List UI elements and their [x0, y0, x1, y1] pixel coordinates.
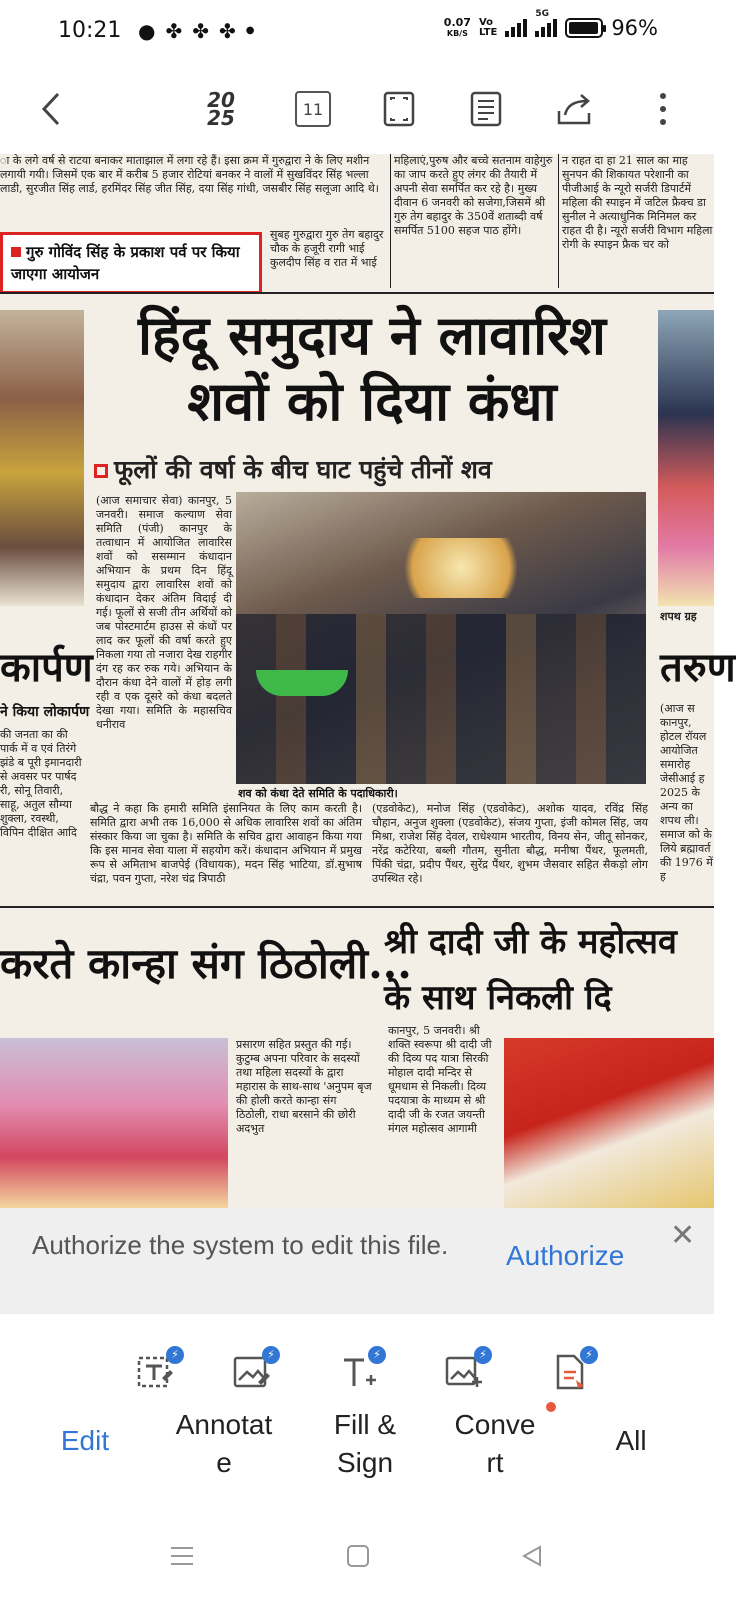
photo-flowers — [386, 538, 536, 598]
share-button[interactable] — [550, 84, 600, 134]
top-col4-article: न राहत दा हा 21 साल का माह सुनपन की शिकायत परेशानी का पीजीआई के न्यूरो सर्जरी डिपार्टमें महिला की स्पाइन में जटिल फ्रैक्च डा सुनील ने अत्याधुनिक मिनिमल कर राहत दी है। न्यूरो सर्जरी विभाग महिला रोगी के स्पाइन फ्रैक चर को — [562, 154, 713, 251]
premium-badge-icon: ⚡ — [474, 1346, 492, 1364]
volte-icon — [479, 18, 497, 38]
premium-badge-icon: ⚡ — [368, 1346, 386, 1364]
tab-fill-sign[interactable] — [320, 1406, 410, 1482]
chevron-left-icon — [38, 91, 64, 127]
bottom-left-headline: करते कान्हा संग ठिठोली... — [0, 939, 412, 988]
home-button[interactable] — [338, 1536, 378, 1576]
ai-assistant-button[interactable] — [196, 84, 246, 134]
net-5g-label: 5G — [535, 9, 549, 19]
status-time: 10:21 — [58, 18, 122, 43]
edit-text-tool[interactable] — [126, 1344, 186, 1400]
battery-percent: 96% — [611, 16, 658, 40]
close-icon: ✕ — [670, 1219, 696, 1252]
section-divider — [0, 292, 714, 294]
authorize-banner — [0, 1208, 714, 1314]
left-section-subhead: ने किया लोकार्पण — [0, 704, 90, 720]
more-options-button[interactable] — [638, 84, 688, 134]
fullscreen-button[interactable] — [374, 84, 424, 134]
sub-headline — [94, 452, 646, 486]
back-button[interactable] — [26, 84, 76, 134]
bottom-left-photo — [0, 1038, 228, 1208]
fullscreen-icon — [382, 90, 416, 128]
signal-5g-icon — [535, 9, 557, 37]
document-page[interactable] — [0, 154, 736, 1208]
new-badge-dot — [546, 1402, 556, 1412]
page-number: 11 — [295, 91, 331, 127]
back-triangle-icon — [520, 1544, 544, 1568]
bottom-right-article: कानपुर, 5 जनवरी। श्री शक्ति स्वरूपा श्री दादी जी की दिव्य पद यात्रा सिरकी मोहाल दादी मन्दिर से धूमधाम से निकली। दिव्य पदयात्रा के माध्यम से श्री दादी जी के रजत जयन्ती मंगल महोत्सव आगामी — [388, 1024, 492, 1135]
left-section-article: की जनता का की पार्क में व एवं तिरंगे झंडे ब पूरी इमानदारी से अवसर पर पार्षद री, सोनू तिवारी, साहू, अतुल सौम्या शुक्ला, रवस्थी, विपिन दीक्षित आदि — [0, 728, 82, 839]
app-grid-icon: ✤ — [218, 19, 236, 43]
tab-annotate[interactable] — [164, 1406, 284, 1482]
ai-logo-top: 20 — [207, 88, 235, 112]
top-toolbar — [0, 62, 714, 154]
redbox-headline-box — [0, 232, 262, 294]
app-grid-icon: ✤ — [165, 19, 183, 43]
main-article-bottom-left: बौद्ध ने कहा कि हमारी समिति इंसानियत के लिए काम करती है। समिति द्वारा अभी तक 16,000 से अधिक लावारिस शवों का अंतिम संस्कार किया जा चुका है। समिति के सचिव द्वारा आवाहन किया गया कि इस मानव सेवा याला में सहयोग करें। कंधादान अभियान में प्रमुख रूप से अमिताभ बाजपेई (विधायक), मदन सिंह भाटिया, डॉ.सुभाष चंद्रा, पवन गुप्ता, नरेश चंद्र त्रिपाठी — [90, 802, 362, 885]
authorize-button[interactable]: Authorize — [506, 1240, 625, 1271]
premium-badge-icon: ⚡ — [262, 1346, 280, 1364]
battery-icon — [565, 18, 603, 38]
redbox-headline-text: गुरु गोविंद सिंह के प्रकाश पर्व पर किया जाएगा आयोजन — [11, 243, 240, 283]
chat-bubble-icon: ● — [138, 19, 156, 43]
left-section-headline: कार्पण — [0, 644, 93, 691]
tab-convert-line2: rt — [486, 1447, 504, 1478]
tab-edit[interactable]: Edit — [60, 1425, 110, 1456]
app-grid-icon: ✤ — [192, 19, 209, 43]
bottom-toolbar — [0, 1314, 714, 1514]
right-news-photo — [658, 310, 714, 606]
bottom-right-photo — [504, 1038, 714, 1208]
photo-caption: शव को कंधा देते समिति के पदाधिकारी। — [236, 784, 646, 803]
reading-mode-icon — [469, 90, 503, 128]
system-back-button[interactable] — [512, 1536, 552, 1576]
main-headline: हिंदू समुदाय ने लावारिश शवों को दिया कंधा — [138, 303, 606, 433]
right-section-article: (आज स कानपुर, होटल रॉयल आयोजित समारोह जेसीआई ह 2025 के अन्य का शपथ ली। समाज को के लिये ब्रह्मावर्त की 1976 में ह — [660, 702, 713, 883]
ai-logo-icon — [207, 88, 235, 130]
tab-convert-line1: Conve — [454, 1409, 536, 1440]
premium-badge-icon: ⚡ — [580, 1346, 598, 1364]
bullet-square-icon — [11, 247, 21, 257]
signal-icon — [505, 19, 527, 37]
right-section-headline: तरुण — [660, 644, 736, 691]
convert-tool[interactable] — [540, 1344, 600, 1400]
tab-annotate-line1: Annotat — [175, 1409, 273, 1440]
main-news-photo — [236, 492, 646, 784]
column-divider — [390, 154, 391, 288]
menu-lines-icon — [169, 1545, 195, 1567]
more-notifications-icon: ● — [245, 25, 255, 36]
add-image-tool[interactable] — [434, 1344, 494, 1400]
top-left-article: ा के लगे वर्ष से राटया बनाकर माताझाल में लगा रहे हैं। इसा क्रम में गुरुद्वारा ने के लिए मशीन लगायी गयी। जिसमें एक बार में करीब 5 हजार रोटियां बनकर ने वालों में सुखविंदर सिंह भल्ला लाडी, सुरजीत सिंह लार्ड, हरमिंदर सिंह जीत सिंह, दया सिंह गांधी, जसबीर सिंह सलूजा आदि थे। — [0, 154, 379, 195]
tab-fill-line2: Sign — [336, 1447, 394, 1478]
ai-logo-bottom: 25 — [207, 106, 235, 130]
section-divider — [0, 906, 714, 908]
top-mid-article: सुबह गुरुद्वारा गुरु तेग बहादुर चौक के हजूरी रागी भाई कुलदीप सिंह व रात में भाई — [270, 228, 384, 269]
photo-basket — [256, 670, 348, 696]
status-right — [443, 9, 658, 40]
tab-convert[interactable] — [440, 1406, 550, 1482]
main-article-bottom-right: (एडवोकेट), मनोज सिंह (एडवोकेट), अशोक यादव, रविंद्र सिंह चौहान, अनुज शुक्ला (एडवोकेट), संजय गुप्ता, इंजी कोमल सिंह, जय मिश्रा, राजेश सिंह देवल, राधेश्याम भारतीय, विनय सेन, जीतू सोनकर, नरेंद्र कटेरिया, बब्ली गौतम, सुनीता बौद्ध, मनीषा पैंथर, फूलमती, पिंकी चंद्रा, प्रदीप पैंथर, सुरेंद्र पैंथर, शुभम जैसवार सहित सैकड़ो लोग उपस्थित रहे। — [372, 802, 648, 885]
add-text-tool[interactable] — [328, 1344, 388, 1400]
bullet-square-icon — [94, 464, 108, 478]
page-indicator-button[interactable] — [288, 84, 338, 134]
tab-all[interactable]: All — [615, 1425, 647, 1456]
network-speed — [444, 17, 471, 39]
redbox-headline — [11, 241, 251, 285]
annotate-tool[interactable] — [222, 1344, 282, 1400]
reading-mode-button[interactable] — [461, 84, 511, 134]
main-article-left: (आज समाचार सेवा) कानपुर, 5 जनवरी। समाज कल्याण सेवा समिति (पंजी) कानपुर के तत्वाधान में आयोजित लावारिस शवों को ससम्मान कंधादान अभियान के प्रथम दिन हिंदू समुदाय द्वारा लावारिस शवों को कंधादान देकर अंतिम विदाई दी गई। फूलों से सजी तीन अर्थियों को जब पोस्टमार्टम हाउस से कंधों पर लाद कर फूलों की वर्षा करते हुए निकला गया तो नजारा देख राहगीर दंग रह कर रुक गये। अभियान के दौरान कंधा देने वालों में होड़ लगी रही व एक दूसरे को कंधा बदलते देखा गया। समिति के महासचिव धनीराव — [96, 494, 232, 731]
close-banner-button[interactable] — [670, 1218, 695, 1253]
system-nav-bar — [0, 1514, 714, 1599]
tab-fill-line1: Fill & — [333, 1409, 397, 1440]
recent-apps-button[interactable] — [162, 1536, 202, 1576]
volte-label: Vo — [478, 17, 493, 28]
lte-label: LTE — [478, 27, 498, 38]
photo-crowd — [236, 614, 646, 784]
more-vertical-icon — [658, 91, 668, 127]
home-square-icon — [346, 1544, 370, 1568]
column-divider — [558, 154, 559, 288]
sub-headline-text: फूलों की वर्षा के बीच घाट पहुंचे तीनों शव — [114, 455, 492, 484]
speed-unit: KB/S — [446, 29, 468, 38]
status-bar — [0, 0, 714, 62]
bottom-right-headline: श्री दादी जी के महोत्सव के साथ निकली दि — [384, 922, 677, 1018]
top-col3-article: महिलाएं,पुरुष और बच्चे सतनाम वाहेगुरु का जाप करते हुए लंगर की तैयारी में अपनी सेवा समर्पित कर रहे है। मुख्य दीवान 6 जनवरी को सजेगा,जिसमें श्री गुरु तेग बहादुर के 350वें शताब्दी वर्ष समर्पित 5100 सहज पाठ होंगे। — [394, 154, 553, 237]
bottom-mid-article: प्रसारण सहित प्रस्तुत की गई। कुटुम्ब अपना परिवार के सदस्यों तथा महिला सदस्यों के द्वारा महारास के साथ-साथ 'अनुपम बृज की होली करते कान्हा संग ठिठोली, राधा बरसाने की छोरी अदभुत — [236, 1038, 372, 1135]
right-photo-caption: शपथ ग्रह — [660, 610, 697, 623]
notification-icons — [138, 20, 254, 42]
authorize-message: Authorize the system to edit this file. — [32, 1230, 449, 1260]
tab-annotate-line2: e — [216, 1447, 232, 1478]
premium-badge-icon: ⚡ — [166, 1346, 184, 1364]
share-icon — [555, 91, 595, 127]
speed-value: 0.07 — [443, 16, 471, 29]
left-news-photo — [0, 310, 84, 606]
